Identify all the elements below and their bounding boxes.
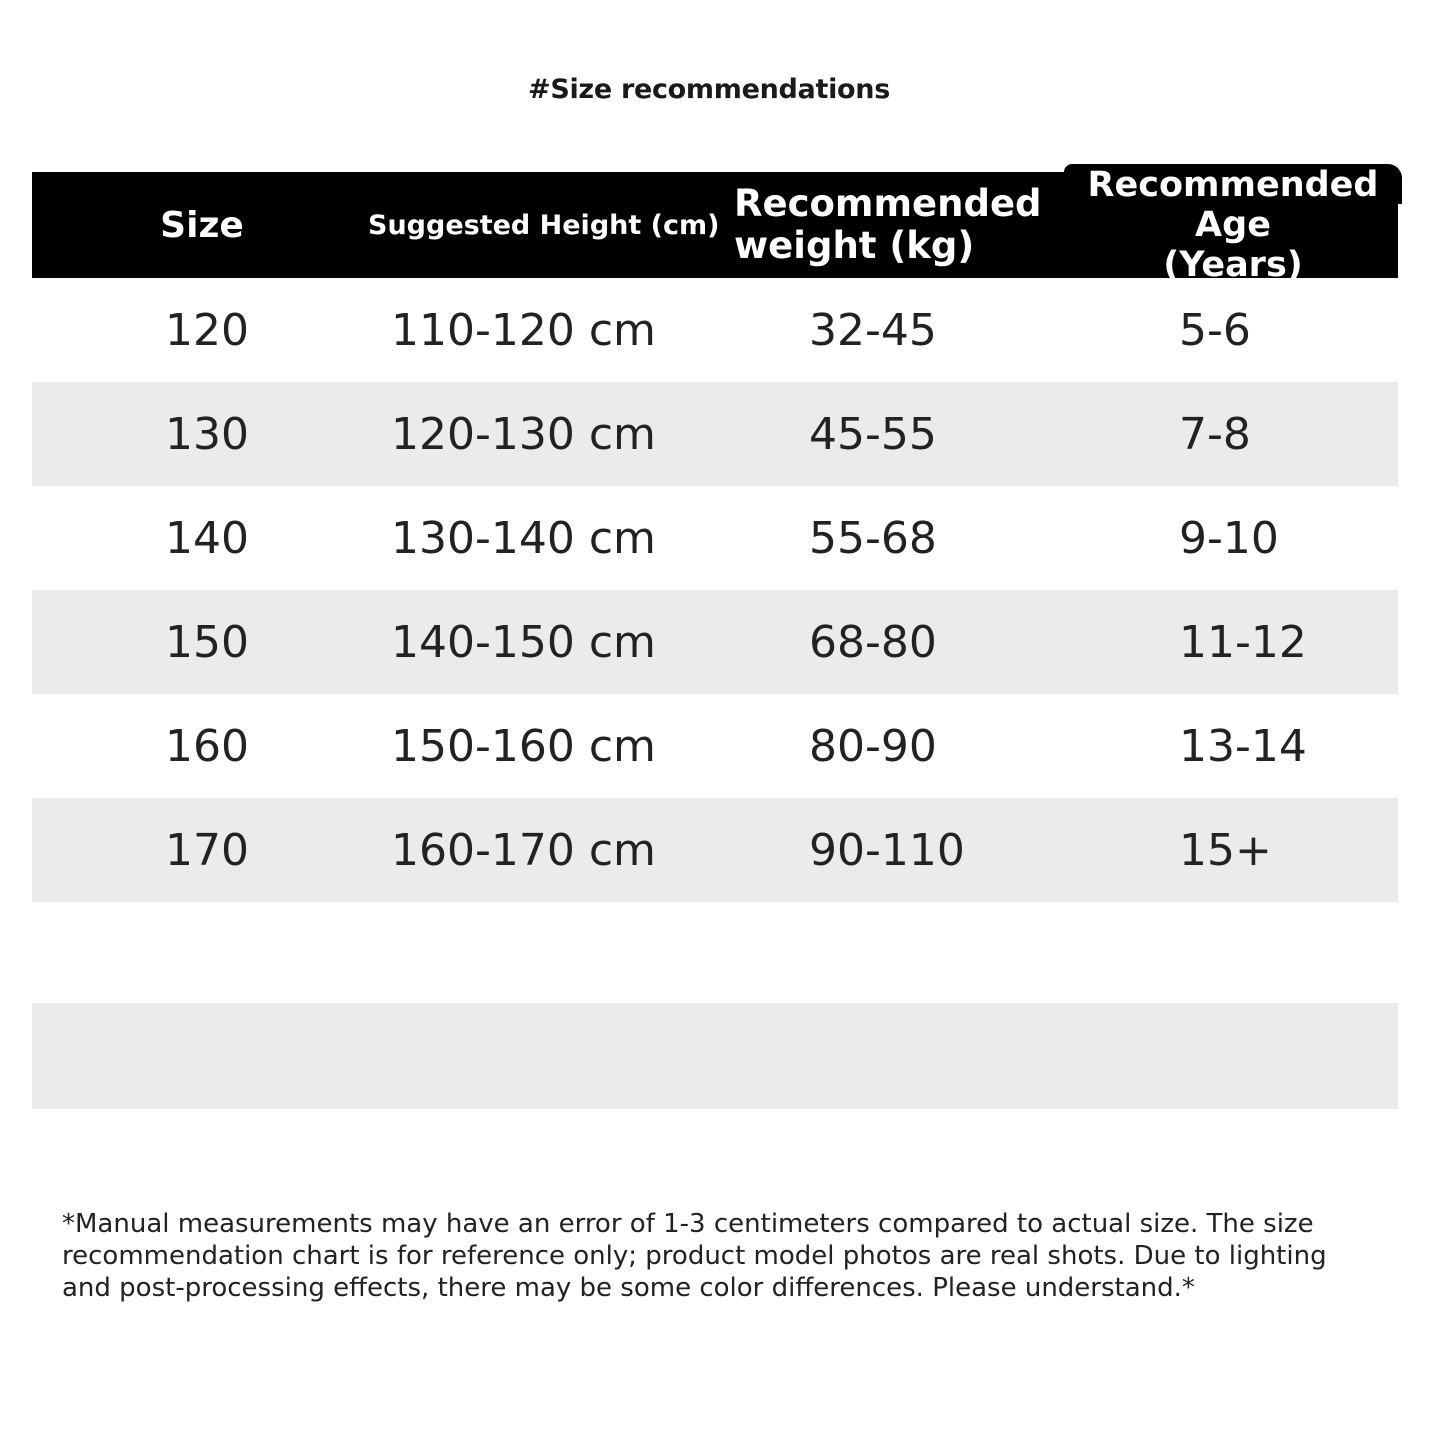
cell-size: 140 xyxy=(165,512,249,564)
footnote: *Manual measurements may have an error of 1-3 centimeters compared to actual size. The size recommendation chart is for reference only; product model photos are real shots. Due to lighting and post-processing effects, there may be some color differences. Please understand.* xyxy=(62,1209,1327,1303)
cell-height: 110-120 cm xyxy=(391,304,656,356)
table-row xyxy=(32,798,1398,902)
cell-height: 150-160 cm xyxy=(391,720,656,772)
header-age-line1: Recommended Age xyxy=(1087,165,1379,245)
table-header xyxy=(32,165,1398,285)
table-row xyxy=(32,278,1398,382)
cell-weight: 90-110 xyxy=(809,824,965,876)
cell-weight: 80-90 xyxy=(809,720,937,772)
empty-row-band xyxy=(32,1003,1398,1109)
header-weight xyxy=(734,172,1064,278)
cell-weight: 32-45 xyxy=(809,304,937,356)
cell-height: 130-140 cm xyxy=(391,512,656,564)
cell-height: 140-150 cm xyxy=(391,616,656,668)
cell-size: 160 xyxy=(165,720,249,772)
cell-size: 120 xyxy=(165,304,249,356)
page-title: #Size recommendations xyxy=(528,74,890,105)
cell-weight: 68-80 xyxy=(809,616,937,668)
cell-height: 120-130 cm xyxy=(391,408,656,460)
cell-size: 130 xyxy=(165,408,249,460)
table-row xyxy=(32,694,1398,798)
header-age-line2: (Years) xyxy=(1163,245,1303,285)
cell-age: 7-8 xyxy=(1179,408,1251,460)
cell-age: 11-12 xyxy=(1179,616,1307,668)
table-row xyxy=(32,590,1398,694)
cell-weight: 55-68 xyxy=(809,512,937,564)
size-table xyxy=(32,165,1398,902)
cell-size: 150 xyxy=(165,616,249,668)
header-weight-line2: weight (kg) xyxy=(734,224,975,267)
cell-weight: 45-55 xyxy=(809,408,937,460)
table-row xyxy=(32,486,1398,590)
header-age xyxy=(1068,165,1398,285)
header-weight-line1: Recommended xyxy=(734,182,1042,225)
cell-height: 160-170 cm xyxy=(391,824,656,876)
cell-size: 170 xyxy=(165,824,249,876)
header-size: Size xyxy=(160,204,244,246)
header-height: Suggested Height (cm) xyxy=(368,209,720,241)
cell-age: 9-10 xyxy=(1179,512,1279,564)
table-row xyxy=(32,382,1398,486)
cell-age: 13-14 xyxy=(1179,720,1307,772)
cell-age: 5-6 xyxy=(1179,304,1251,356)
cell-age: 15+ xyxy=(1179,824,1272,876)
